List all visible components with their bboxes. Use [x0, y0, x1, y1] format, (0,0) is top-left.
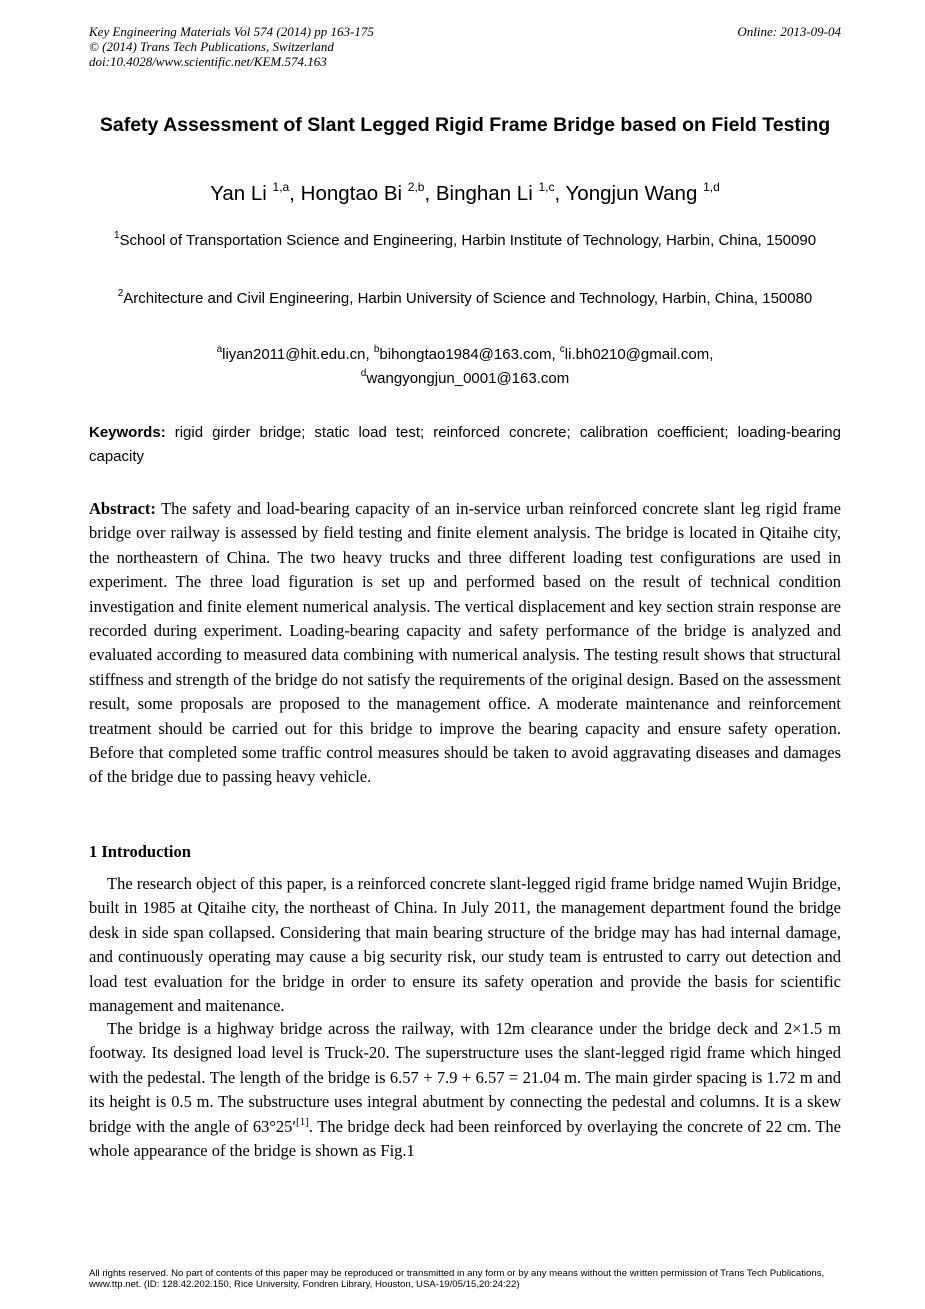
affiliation-mark: 2	[117, 288, 124, 299]
paragraph	[89, 1017, 841, 1163]
online-date: Online: 2013-09-04	[737, 24, 841, 39]
email-mark: c	[559, 344, 565, 355]
keywords-label: Keywords:	[89, 424, 166, 441]
affiliation-mark: 1	[113, 230, 120, 241]
affiliation-1	[89, 229, 841, 253]
author-affiliation-mark: 1,a	[272, 180, 290, 194]
author-affiliation-mark: 1,d	[703, 180, 720, 194]
affiliation-text: Architecture and Civil Engineering, Harbin University of Science and Technology, Harbin, China, 150080	[123, 290, 813, 307]
abstract-text: The safety and load-bearing capacity of an in-service urban reinforced concrete slant leg rigid frame bridge over railway is assessed by field testing and finite element analysis. The bridge is located in Qitaihe city, the northeastern of China. The two heavy trucks and three different loading test configurations are used in experiment. The three load figuration is set up and performed based on the result of technical condition investigation and finite element numerical analysis. The vertical displacement and key section strain response are recorded during experiment. Loading-bearing capacity and safety performance of the bridge is analyzed and evaluated according to measured data combining with numerical analysis. The testing result shows that structural stiffness and strength of the bridge do not satisfy the requirements of the original design. Based on the assessment result, some proposals are proposed to the management office. A moderate maintenance and reinforcement treatment should be carried out for this bridge to improve the bearing capacity and ensure safety operation. Before that completed some traffic control measures should be taken to avoid aggravating diseases and damages of the bridge due to passing heavy vehicle.	[89, 499, 842, 787]
author-name: Yongjun Wang	[565, 182, 698, 205]
keywords-text: rigid girder bridge; static load test; reinforced concrete; calibration coefficient; loading-bearing capacity	[89, 424, 841, 465]
email-address[interactable]: wangyongjun_0001@163.com	[366, 370, 570, 387]
email-list: $^a$liyan2011@hit.edu.cn, $^b$bihongtao1984@163.com, $^c$li.bh0210@gmail.com, $^d$wangyongjun_0001@163.com	[216, 344, 714, 387]
paragraph-text: . The bridge deck had been reinforced by overlaying the concrete of 22 cm. The whole appearance of the bridge is shown as Fig.1	[89, 1116, 841, 1161]
email-address[interactable]: li.bh0210@gmail.com	[564, 346, 710, 363]
journal-header	[89, 24, 841, 69]
keywords-block	[89, 421, 841, 469]
email-mark: d	[360, 368, 367, 379]
paragraph-text: The bridge is a highway bridge across the railway, with 12m clearance under the bridge deck and 2×1.5 m footway. Its designed load level is Truck-20. The superstructure uses the slant-legged rigid frame which hinged with the pedestal. The length of the bridge is 6.57 + 7.9 + 6.57 = 21.04 m. The main girder spacing is 1.72 m and its height is 0.5 m. The substructure uses integral abutment by connecting the pedestal and columns. It is a skew bridge with the angle of 63°25′	[89, 1019, 841, 1136]
author-list: Yan Li $^{1,a}$, Hongtao Bi $^{2,b}$, Binghan Li $^{1,c}$, Yongjun Wang $^{1,d}$	[210, 180, 720, 205]
abstract-block	[89, 497, 841, 790]
section-heading-introduction: 1 Introduction	[89, 842, 191, 861]
author-name: Binghan Li	[435, 182, 533, 205]
email-address[interactable]: liyan2011@hit.edu.cn	[222, 346, 366, 363]
copyright-line: © (2014) Trans Tech Publications, Switzerland	[89, 39, 334, 54]
email-mark: a	[216, 344, 223, 355]
email-mark: b	[373, 344, 380, 355]
author-affiliation-mark: 2,b	[407, 180, 425, 194]
email-address[interactable]: bihongtao1984@163.com	[379, 346, 552, 363]
doi-line: doi:10.4028/www.scientific.net/KEM.574.163	[89, 54, 327, 69]
affiliation-2	[89, 287, 841, 311]
author-name: Yan Li	[210, 182, 267, 205]
author-affiliation-mark: 1,c	[538, 180, 555, 194]
citation-reference[interactable]: [1]	[296, 1115, 309, 1128]
abstract-label: Abstract:	[89, 499, 156, 518]
author-name: Hongtao Bi	[300, 182, 403, 205]
journal-citation: Key Engineering Materials Vol 574 (2014) pp 163-175	[89, 24, 374, 39]
copyright-footer: All rights reserved. No part of contents of this paper may be reproduced or transmitted in any form or by any means without the written permission of Trans Tech Publications, www.ttp.net. (ID: 128.42.202.150, Rice University, Fondren Library, Houston, USA-19/05/15,20:24:22)	[89, 1268, 825, 1290]
paragraph: The research object of this paper, is a reinforced concrete slant-legged rigid frame bridge named Wujin Bridge, built in 1985 at Qitaihe city, the northeast of China. In July 2011, the management department found the bridge desk in side span collapsed. Considering that main bearing structure of the bridge may has had internal damage, and continuously operating may cause a big security risk, our study team is entrusted to carry out detection and load test evaluation for the bridge in order to ensure its safety operation and provide the basis for scientific management and maitenance.	[89, 874, 841, 1016]
affiliation-text: School of Transportation Science and Engineering, Harbin Institute of Technology, Harbin, China, 150090	[119, 232, 817, 249]
paper-title: Safety Assessment of Slant Legged Rigid Frame Bridge based on Field Testing	[99, 114, 831, 136]
